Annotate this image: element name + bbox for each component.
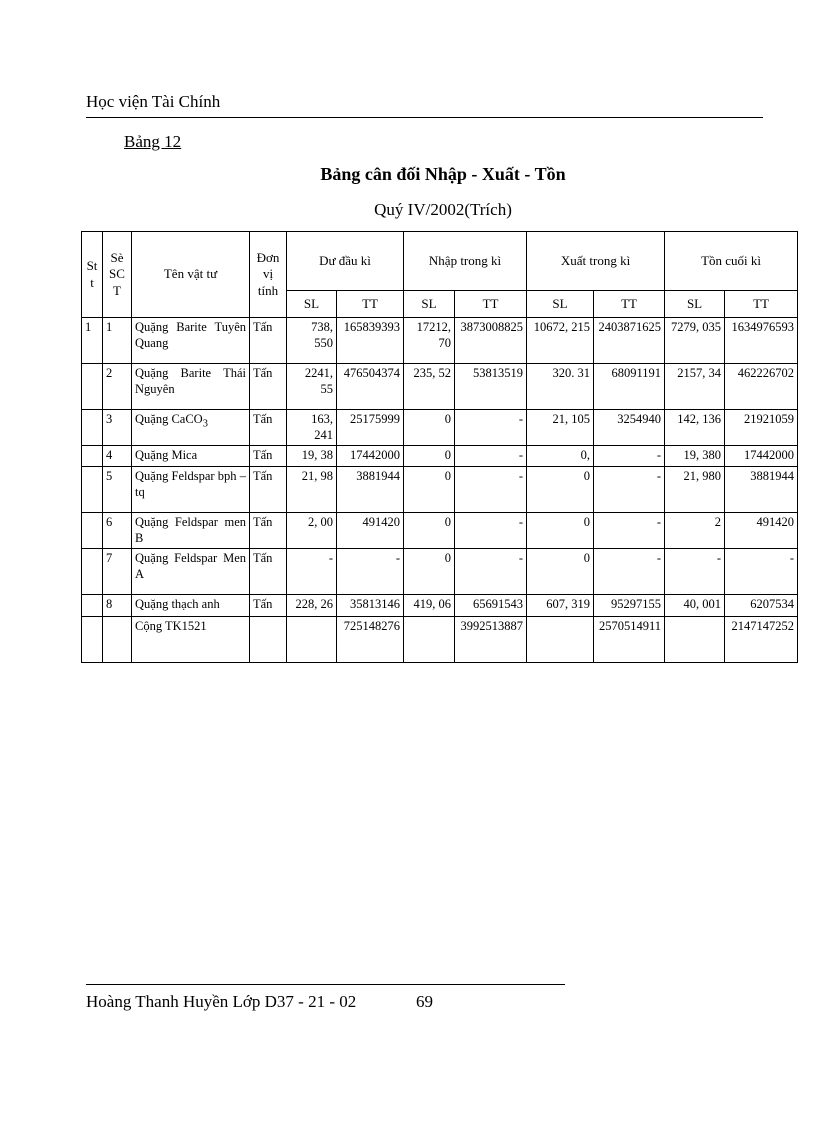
cell-x-tt: -	[594, 466, 665, 512]
cell-x-sl: 0	[527, 512, 594, 548]
cell-dvt	[250, 617, 287, 663]
cell-x-sl: 0,	[527, 446, 594, 467]
cell-x-tt: 3254940	[594, 410, 665, 446]
formula-subscript: 3	[202, 418, 208, 430]
table-row	[82, 617, 798, 663]
cell-x-sl: 21, 105	[527, 410, 594, 446]
cell-x-tt: -	[594, 512, 665, 548]
table-row	[82, 446, 798, 467]
cell-x-sl	[527, 617, 594, 663]
cell-dvt: Tấn	[250, 364, 287, 410]
cell-dd-tt: 3881944	[337, 466, 404, 512]
cell-x-tt: -	[594, 549, 665, 595]
cell-dd-sl: 19, 38	[287, 446, 337, 467]
table-subtitle: Quý IV/2002(Trích)	[374, 200, 512, 219]
cell-dd-tt: -	[337, 549, 404, 595]
cell-t-sl: 2	[665, 512, 725, 548]
table-title: Bảng cân đối Nhập - Xuất - Tồn	[320, 164, 566, 184]
cell-n-tt: -	[455, 549, 527, 595]
cell-ten	[132, 446, 250, 467]
cell-t-tt: 1634976593	[725, 318, 798, 364]
cell-dd-sl: 2241, 55	[287, 364, 337, 410]
col-header-dvt: Đơn vị tính	[250, 232, 287, 318]
cell-t-tt: 2147147252	[725, 617, 798, 663]
table-row	[82, 318, 798, 364]
cell-sct: 1	[103, 318, 132, 364]
material-name: Quặng thạch anh	[135, 597, 220, 612]
col-header-sl: SL	[527, 291, 594, 318]
cell-dvt: Tấn	[250, 466, 287, 512]
header-school: Học viện Tài Chính	[86, 92, 221, 111]
cell-ten	[132, 617, 250, 663]
cell-n-sl: 0	[404, 512, 455, 548]
cell-stt	[82, 410, 103, 446]
cell-n-tt: -	[455, 410, 527, 446]
cell-t-tt: 491420	[725, 512, 798, 548]
table-row	[82, 549, 798, 595]
cell-stt	[82, 466, 103, 512]
cell-n-sl: 0	[404, 549, 455, 595]
col-header-tt: TT	[594, 291, 665, 318]
cell-dvt: Tấn	[250, 410, 287, 446]
cell-t-sl: 2157, 34	[665, 364, 725, 410]
cell-n-tt: 53813519	[455, 364, 527, 410]
cell-x-tt: 68091191	[594, 364, 665, 410]
cell-t-sl: 142, 136	[665, 410, 725, 446]
col-header-ten: Tên vật tư	[132, 232, 250, 318]
table-row	[82, 595, 798, 617]
cell-t-sl: 21, 980	[665, 466, 725, 512]
cell-t-tt: 17442000	[725, 446, 798, 467]
material-name: Cộng TK1521	[135, 619, 207, 634]
material-name: Quặng Feldspar Men A	[135, 551, 246, 581]
cell-ten	[132, 410, 250, 446]
footer-author: Hoàng Thanh Huyền Lớp D37 - 21 - 02	[86, 992, 357, 1011]
material-name: Quặng CaCO	[135, 412, 203, 426]
cell-t-tt: 462226702	[725, 364, 798, 410]
cell-n-tt: -	[455, 512, 527, 548]
table-row	[82, 512, 798, 548]
cell-dd-tt: 25175999	[337, 410, 404, 446]
cell-sct: 2	[103, 364, 132, 410]
cell-n-tt: -	[455, 446, 527, 467]
cell-stt	[82, 617, 103, 663]
cell-dd-sl	[287, 617, 337, 663]
col-header-ton: Tồn cuối kì	[665, 232, 798, 291]
material-name: Quặng Barite Thái Nguyên	[135, 366, 246, 396]
cell-n-tt: 3992513887	[455, 617, 527, 663]
cell-dd-sl: 163, 241	[287, 410, 337, 446]
cell-x-sl: 0	[527, 466, 594, 512]
header-rule	[86, 117, 763, 118]
cell-n-sl: 235, 52	[404, 364, 455, 410]
cell-x-tt: 95297155	[594, 595, 665, 617]
cell-n-sl: 0	[404, 446, 455, 467]
cell-x-sl: 10672, 215	[527, 318, 594, 364]
cell-t-sl: 7279, 035	[665, 318, 725, 364]
cell-t-tt: 21921059	[725, 410, 798, 446]
cell-n-sl: 419, 06	[404, 595, 455, 617]
cell-dvt: Tấn	[250, 318, 287, 364]
cell-n-tt: 65691543	[455, 595, 527, 617]
cell-x-tt: 2570514911	[594, 617, 665, 663]
inventory-balance-table	[81, 231, 798, 663]
cell-x-sl: 320. 31	[527, 364, 594, 410]
col-header-sl: SL	[287, 291, 337, 318]
cell-dd-tt: 17442000	[337, 446, 404, 467]
cell-ten	[132, 364, 250, 410]
table-label: Bảng 12	[124, 132, 182, 151]
col-header-xuat: Xuất trong kì	[527, 232, 665, 291]
cell-n-tt: -	[455, 466, 527, 512]
cell-t-tt: 3881944	[725, 466, 798, 512]
col-header-nhap: Nhập trong kì	[404, 232, 527, 291]
material-name: Quặng Feldspar men B	[135, 514, 246, 545]
cell-dd-tt: 35813146	[337, 595, 404, 617]
cell-n-tt: 3873008825	[455, 318, 527, 364]
cell-t-tt: 6207534	[725, 595, 798, 617]
table-row	[82, 466, 798, 512]
cell-dd-tt: 725148276	[337, 617, 404, 663]
cell-stt	[82, 549, 103, 595]
cell-ten	[132, 512, 250, 548]
cell-ten	[132, 318, 250, 364]
cell-stt	[82, 446, 103, 467]
col-header-tt: TT	[455, 291, 527, 318]
cell-x-tt: -	[594, 446, 665, 467]
cell-sct	[103, 617, 132, 663]
cell-stt	[82, 512, 103, 548]
cell-dvt: Tấn	[250, 595, 287, 617]
cell-dd-sl: 738, 550	[287, 318, 337, 364]
cell-t-sl	[665, 617, 725, 663]
cell-dd-tt: 491420	[337, 512, 404, 548]
cell-dd-sl: 228, 26	[287, 595, 337, 617]
cell-dvt: Tấn	[250, 549, 287, 595]
col-header-tt: TT	[725, 291, 798, 318]
cell-dd-tt: 165839393	[337, 318, 404, 364]
col-header-sosct: Sè SC T	[103, 232, 132, 318]
cell-t-sl: -	[665, 549, 725, 595]
cell-sct: 5	[103, 466, 132, 512]
cell-sct: 4	[103, 446, 132, 467]
material-name: Quặng Feldspar bph –tq	[135, 468, 246, 499]
cell-dd-sl: 2, 00	[287, 512, 337, 548]
cell-t-sl: 40, 001	[665, 595, 725, 617]
cell-sct: 7	[103, 549, 132, 595]
cell-n-sl	[404, 617, 455, 663]
cell-ten	[132, 549, 250, 595]
cell-dvt: Tấn	[250, 512, 287, 548]
cell-dd-tt: 476504374	[337, 364, 404, 410]
footer-rule	[86, 984, 565, 985]
col-header-du-dau: Dư đầu kì	[287, 232, 404, 291]
cell-dvt: Tấn	[250, 446, 287, 467]
cell-dd-sl: 21, 98	[287, 466, 337, 512]
col-header-stt: St t	[82, 232, 103, 318]
col-header-tt: TT	[337, 291, 404, 318]
cell-x-sl: 607, 319	[527, 595, 594, 617]
cell-ten	[132, 466, 250, 512]
material-name: Quặng Mica	[135, 448, 198, 463]
material-name: Quặng Barite Tuyên Quang	[135, 320, 246, 350]
cell-stt	[82, 364, 103, 410]
cell-t-sl: 19, 380	[665, 446, 725, 467]
cell-ten	[132, 595, 250, 617]
cell-stt	[82, 595, 103, 617]
cell-n-sl: 17212, 70	[404, 318, 455, 364]
cell-n-sl: 0	[404, 466, 455, 512]
cell-n-sl: 0	[404, 410, 455, 446]
cell-x-sl: 0	[527, 549, 594, 595]
col-header-sl: SL	[665, 291, 725, 318]
col-header-sl: SL	[404, 291, 455, 318]
table-row	[82, 364, 798, 410]
page-number: 69	[416, 992, 433, 1011]
cell-dd-sl: -	[287, 549, 337, 595]
cell-x-tt: 2403871625	[594, 318, 665, 364]
cell-t-tt: -	[725, 549, 798, 595]
table-row	[82, 410, 798, 446]
cell-sct: 8	[103, 595, 132, 617]
cell-stt: 1	[82, 318, 103, 364]
cell-sct: 6	[103, 512, 132, 548]
cell-sct: 3	[103, 410, 132, 446]
